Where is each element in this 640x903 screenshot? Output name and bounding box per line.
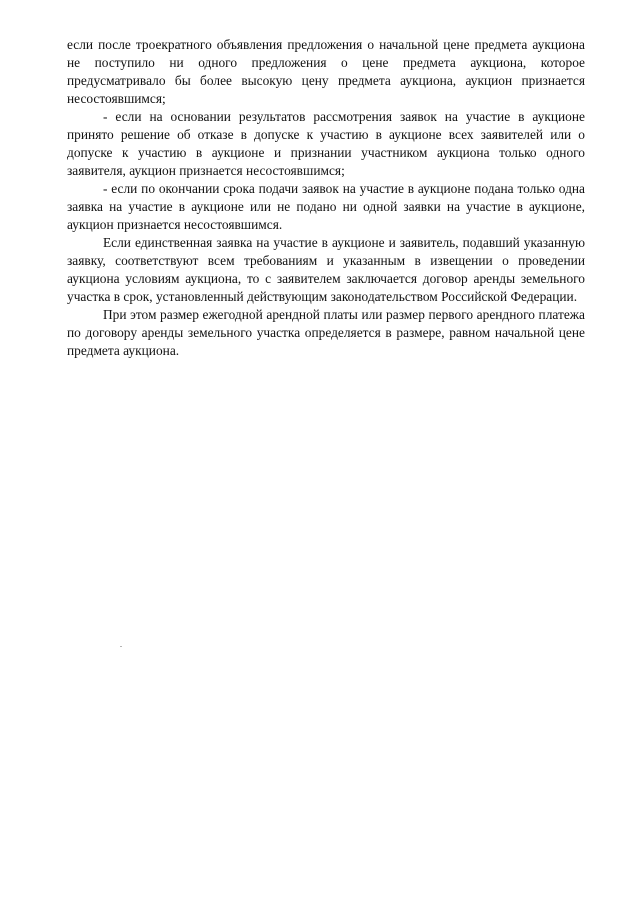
paragraph-rent-amount: При этом размер ежегодной арендной платы или размер первого арендного платежа по договору аренды земельного участка определяется в размере, равном начальной цене предмета аукциона. [67, 307, 585, 358]
paragraph-continuation: если после троекратного объявления предложения о начальной цене предмета аукциона не поступило ни одного предложения о цене предмета аукциона, которое предусматривало бы более высокую цену предмета аукциона, аукцион признается несостоявшимся; [67, 37, 585, 106]
scan-speck [120, 646, 122, 647]
document-body [67, 36, 585, 360]
paragraph-single-applicant-contract: Если единственная заявка на участие в аукционе и заявитель, подавший указанную заявку, соответствуют всем требованиям и указанным в извещении о проведении аукциона условиям аукциона, то с заявителем заключается договор аренды земельного участка в срок, установленный действующим законодательством Российской Федерации. [67, 235, 585, 304]
paragraph-rejection-condition: - если на основании результатов рассмотрения заявок на участие в аукционе принято решение об отказе в допуске к участию в аукционе всех заявителей или о допуске к участию в аукционе и признании участником аукциона только одного заявителя, аукцион признается несостоявшимся; [67, 109, 585, 178]
paragraph-single-application-condition: - если по окончании срока подачи заявок на участие в аукционе подана только одна заявка на участие в аукционе или не подано ни одной заявки на участие в аукционе, аукцион признается несостоявшимся. [67, 181, 585, 232]
